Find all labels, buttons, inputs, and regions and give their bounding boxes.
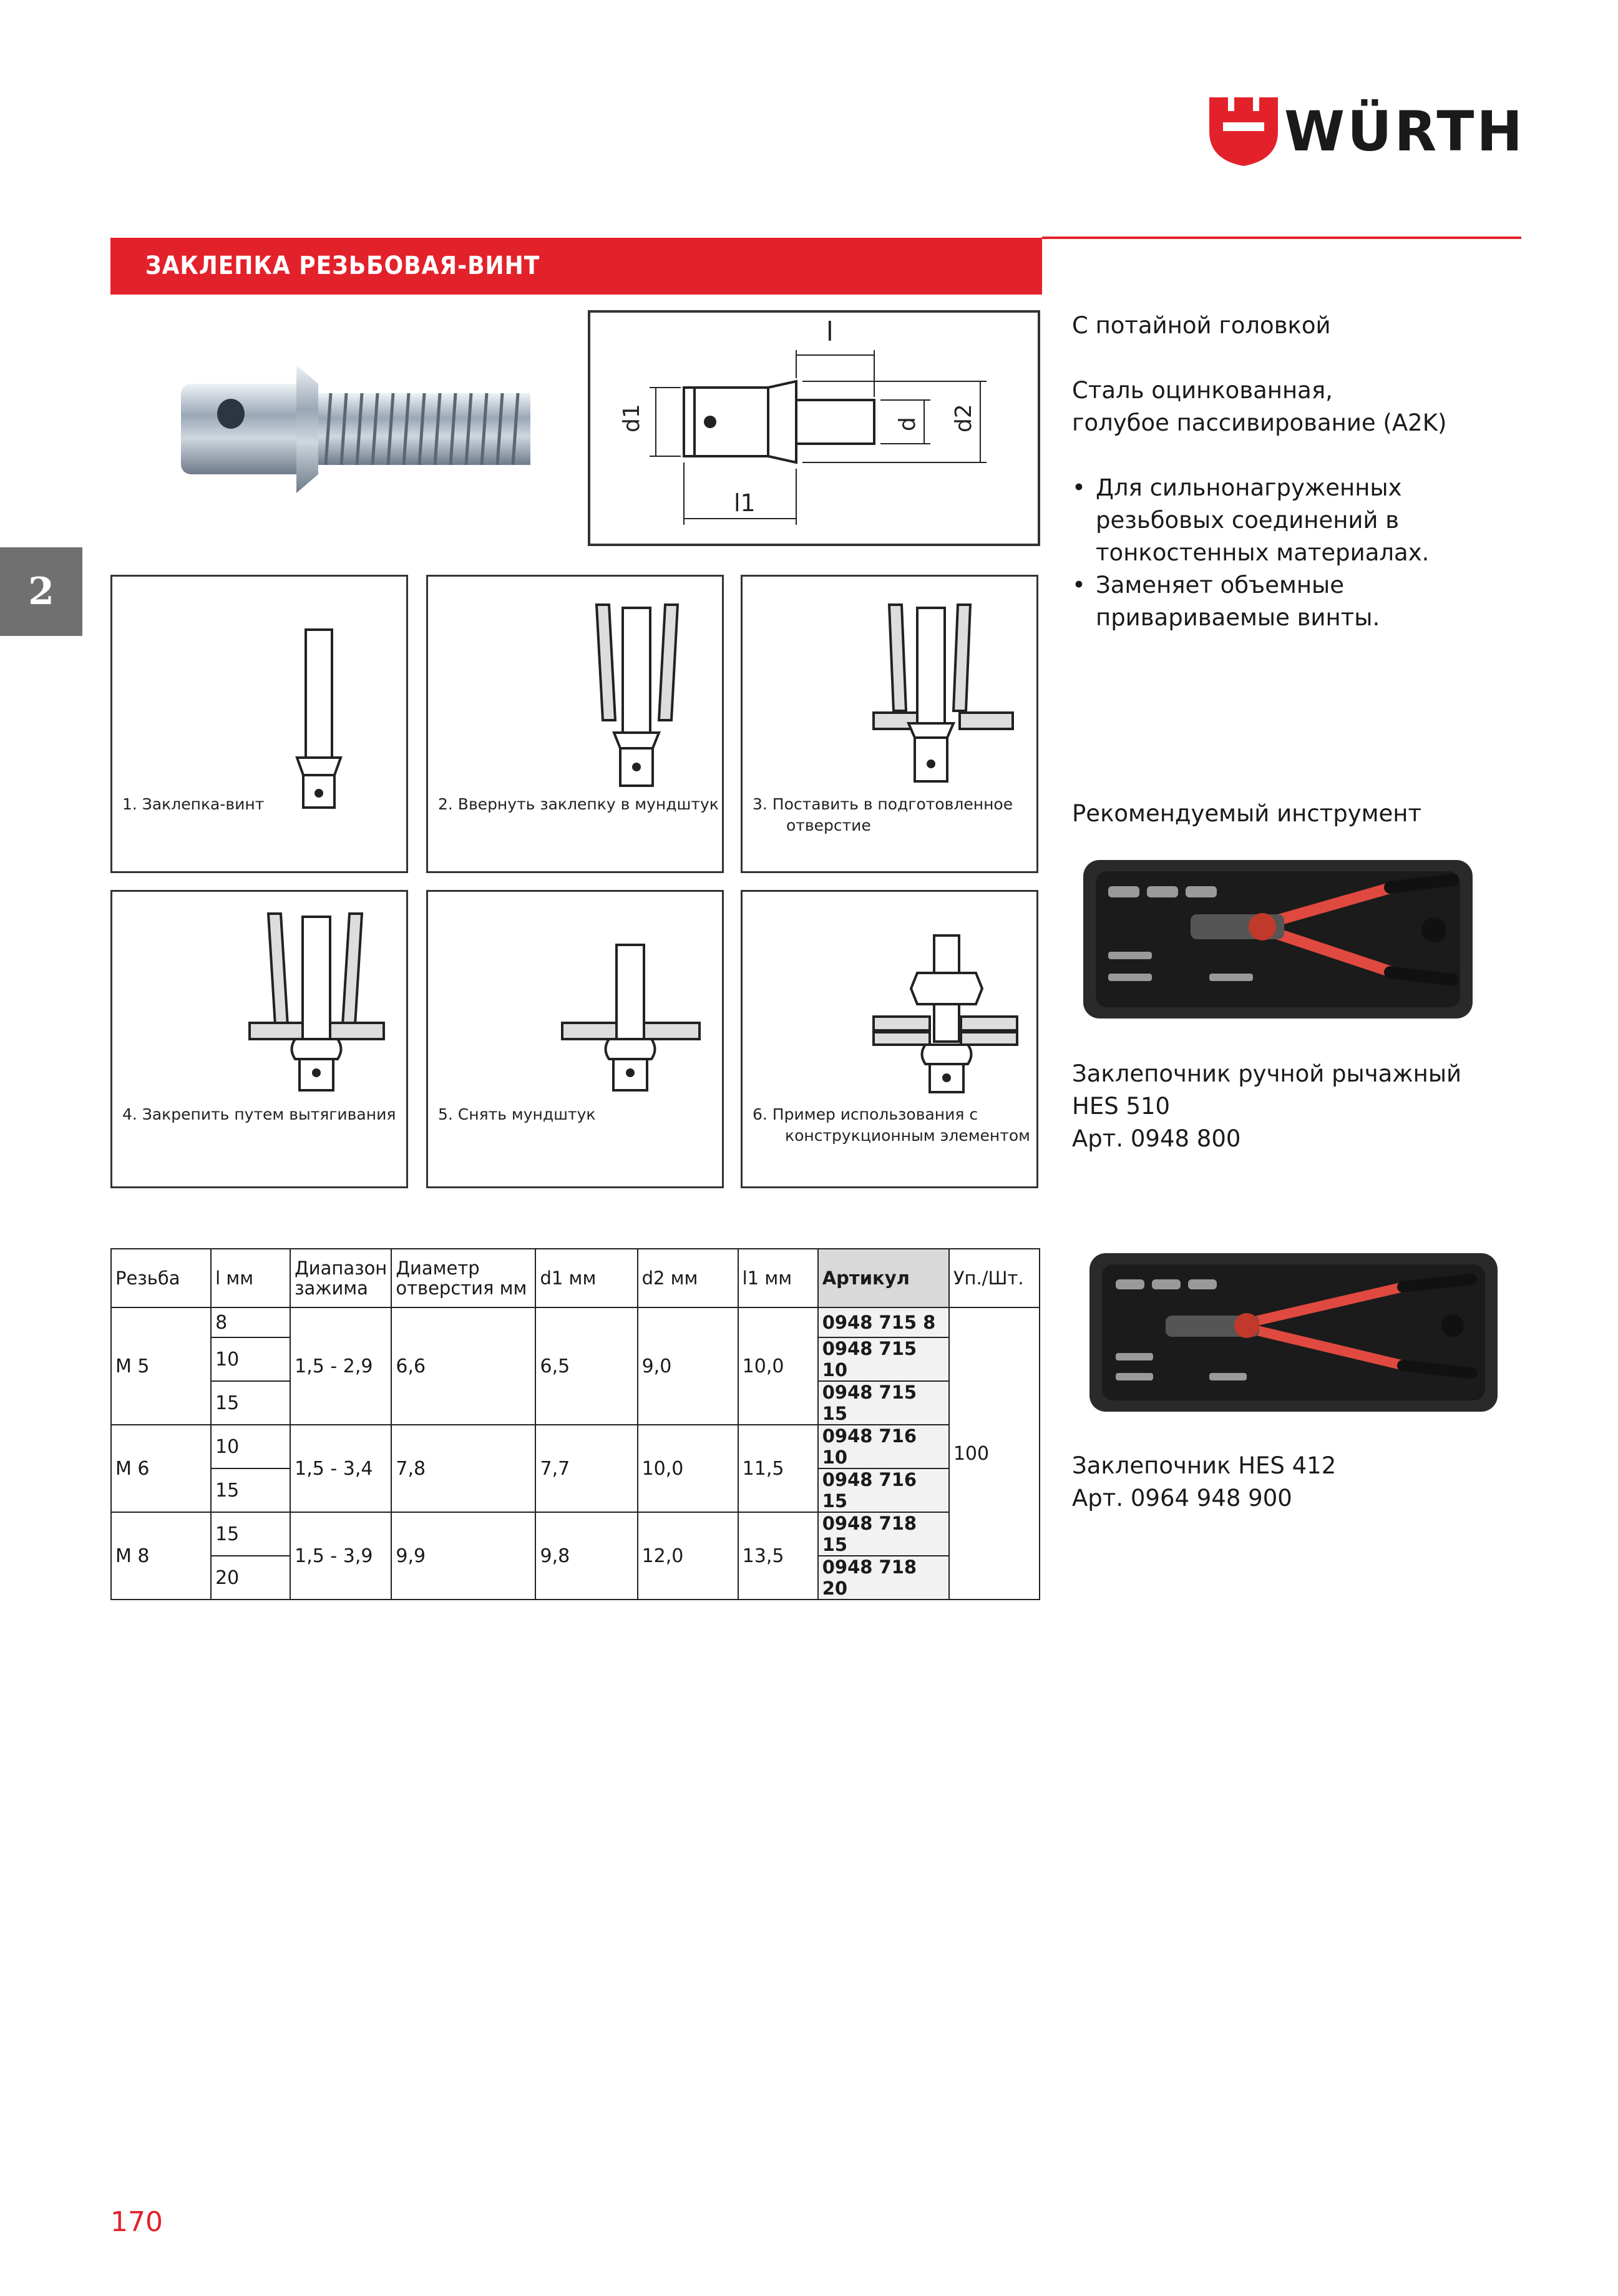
brand-name: WÜRTH <box>1284 99 1526 164</box>
cell-l1: 10,0 <box>738 1307 818 1425</box>
step-caption: 2. Ввернуть заклепку в мундштук <box>438 795 719 813</box>
tool-2-article: Арт. 0964 948 900 <box>1072 1485 1292 1512</box>
col-header: Артикул <box>818 1249 949 1307</box>
step-caption: 3. Поставить в подготовленное <box>753 795 1013 813</box>
dim-d-label: d <box>895 417 920 431</box>
cell-range: 1,5 - 3,9 <box>290 1512 391 1600</box>
material-line-1: Сталь оцинкованная, <box>1072 377 1333 404</box>
cell-article[interactable]: 0948 715 8 <box>818 1307 949 1337</box>
feature-bullet: • Для сильнонагруженных резьбовых соединений в тонкостенных материалах. <box>1072 472 1521 569</box>
step-caption: 1. Заклепка-винт <box>122 795 265 813</box>
cell-length: 10 <box>211 1337 290 1381</box>
cell-length: 10 <box>211 1425 290 1468</box>
cell-length: 8 <box>211 1307 290 1337</box>
tool-1-model: HES 510 <box>1072 1093 1171 1120</box>
col-header: Диаметр отверстия мм <box>391 1249 535 1307</box>
step-6-box <box>741 890 1038 1188</box>
cell-article[interactable]: 0948 715 10 <box>818 1337 949 1381</box>
step-1-box <box>110 575 408 873</box>
product-photo <box>162 340 555 527</box>
dim-l-label: l <box>826 316 834 347</box>
tool-1-text <box>1072 1058 1461 1155</box>
step-5-box <box>426 890 724 1188</box>
col-header: Уп./Шт. <box>949 1249 1040 1307</box>
cell-length: 20 <box>211 1556 290 1600</box>
material-line-2: голубое пассивирование (A2K) <box>1072 409 1447 436</box>
cell-d1: 9,8 <box>535 1512 637 1600</box>
step-caption-line-2: отверстие <box>786 816 871 834</box>
cell-hole: 6,6 <box>391 1307 535 1425</box>
tools-section-title: Рекомендуемый инструмент <box>1072 800 1422 827</box>
step-caption: 4. Закрепить путем вытягивания <box>122 1105 396 1123</box>
feature-bullet: • Заменяет объемные привариваемые винты. <box>1072 569 1521 634</box>
step-3-box <box>741 575 1038 873</box>
step-caption: 5. Снять мундштук <box>438 1105 596 1123</box>
cell-hole: 9,9 <box>391 1512 535 1600</box>
cell-d1: 6,5 <box>535 1307 637 1425</box>
step-4-box <box>110 890 408 1188</box>
cell-article[interactable]: 0948 718 15 <box>818 1512 949 1556</box>
cell-l1: 11,5 <box>738 1425 818 1512</box>
dim-d1-label: d1 <box>619 404 645 432</box>
col-header: Резьба <box>111 1249 211 1307</box>
cell-article[interactable]: 0948 716 10 <box>818 1425 949 1468</box>
cell-article[interactable]: 0948 715 15 <box>818 1381 949 1425</box>
product-description <box>1072 310 1521 634</box>
cell-length: 15 <box>211 1381 290 1425</box>
cell-d2: 10,0 <box>638 1425 738 1512</box>
cell-thread: M 6 <box>111 1425 211 1512</box>
dim-d2-label: d2 <box>951 404 977 432</box>
tool-photo-hes-412 <box>1084 1248 1503 1417</box>
wurth-logo <box>1209 97 1526 166</box>
table-header-row <box>111 1249 1040 1307</box>
tool-2-text <box>1072 1450 1336 1515</box>
tool-1-article: Арт. 0948 800 <box>1072 1125 1241 1152</box>
dim-l1-label: l1 <box>734 489 756 517</box>
cell-range: 1,5 - 2,9 <box>290 1307 391 1425</box>
chapter-tab[interactable]: 2 <box>0 547 82 636</box>
step-caption-line-2: конструкционным элементом <box>785 1126 1030 1145</box>
table-row <box>111 1307 1040 1337</box>
tool-photo-hes-510 <box>1078 855 1478 1023</box>
table-row <box>111 1512 1040 1556</box>
step-2-box <box>426 575 724 873</box>
cell-pack: 100 <box>949 1307 1040 1600</box>
page-title: ЗАКЛЕПКА РЕЗЬБОВАЯ-ВИНТ <box>145 252 540 280</box>
col-header: l1 мм <box>738 1249 818 1307</box>
cell-range: 1,5 - 3,4 <box>290 1425 391 1512</box>
col-header: l мм <box>211 1249 290 1307</box>
cell-thread: M 8 <box>111 1512 211 1600</box>
cell-hole: 7,8 <box>391 1425 535 1512</box>
cell-length: 15 <box>211 1468 290 1512</box>
cell-l1: 13,5 <box>738 1512 818 1600</box>
wurth-emblem-icon <box>1209 97 1278 166</box>
cell-thread: M 5 <box>111 1307 211 1425</box>
cell-d2: 9,0 <box>638 1307 738 1425</box>
col-header: d1 мм <box>535 1249 637 1307</box>
step-caption: 6. Пример использования с <box>753 1105 978 1123</box>
spec-table <box>110 1248 1040 1600</box>
header-rule <box>1042 237 1521 239</box>
cell-article[interactable]: 0948 716 15 <box>818 1468 949 1512</box>
col-header: d2 мм <box>638 1249 738 1307</box>
page-number: 170 <box>110 2206 163 2238</box>
table-row <box>111 1425 1040 1468</box>
cell-length: 15 <box>211 1512 290 1556</box>
cell-d1: 7,7 <box>535 1425 637 1512</box>
cell-article[interactable]: 0948 718 20 <box>818 1556 949 1600</box>
head-type: С потайной головкой <box>1072 312 1331 339</box>
cell-d2: 12,0 <box>638 1512 738 1600</box>
tool-1-name: Заклепочник ручной рычажный <box>1072 1060 1462 1087</box>
col-header: Диапазон зажима <box>290 1249 391 1307</box>
technical-drawing <box>588 310 1040 546</box>
tool-2-name: Заклепочник HES 412 <box>1072 1452 1337 1479</box>
